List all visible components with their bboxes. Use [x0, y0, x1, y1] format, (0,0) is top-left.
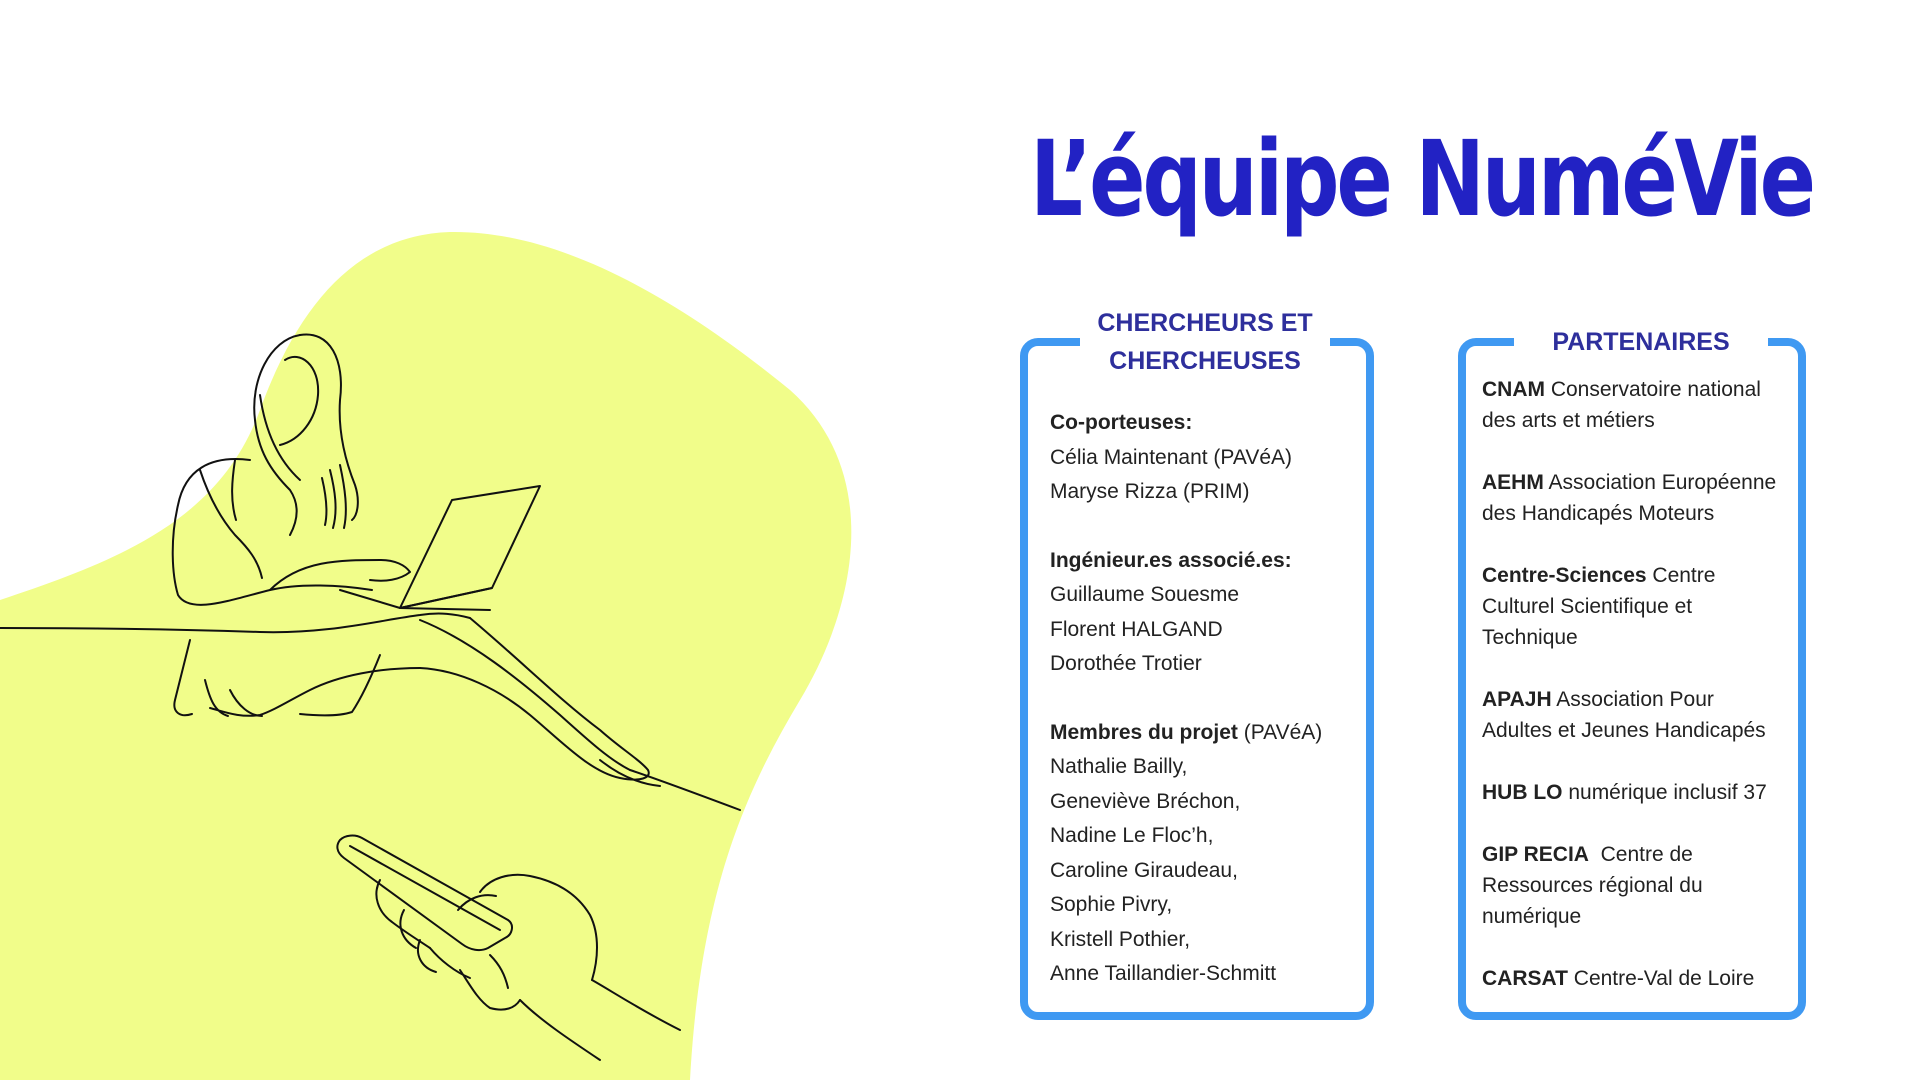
- member-name: Nathalie Bailly,: [1050, 755, 1188, 778]
- partner-name: HUB LO: [1482, 781, 1563, 804]
- researchers-list: [1050, 406, 1358, 1026]
- partner-first-line: [1482, 467, 1790, 498]
- ingenieurs-group: [1050, 544, 1358, 682]
- member-name: Kristell Pothier,: [1050, 927, 1191, 951]
- member-name: Célia Maintenant (PAVéA): [1050, 445, 1293, 469]
- partners-list: [1482, 374, 1790, 1025]
- partner-first-line: [1482, 684, 1790, 715]
- group-title: Co-porteuses:: [1050, 411, 1193, 434]
- partner-description: Centre: [1646, 564, 1716, 587]
- partner-description: Conservatoire national: [1545, 378, 1761, 401]
- illustration: [0, 0, 900, 1080]
- member-name: Dorothée Trotier: [1050, 652, 1202, 675]
- member-name: Florent HALGAND: [1050, 617, 1223, 641]
- partner-item: [1482, 839, 1790, 932]
- partner-name: APAJH: [1482, 688, 1552, 711]
- partner-name: CNAM: [1482, 378, 1545, 401]
- partner-description: Centre-Val de Loire: [1567, 967, 1755, 990]
- group-title: Ingénieur.es associé.es:: [1050, 548, 1292, 572]
- researchers-heading: [1080, 304, 1330, 380]
- membres-group: [1050, 716, 1358, 992]
- partner-description: Centre de: [1588, 843, 1693, 866]
- partner-name: CARSAT: [1482, 967, 1568, 990]
- partners-heading: PARTENAIRES: [1514, 323, 1768, 361]
- partner-item: [1482, 684, 1790, 746]
- member-name: Guillaume Souesme: [1050, 583, 1240, 606]
- partner-description: des arts et métiers: [1482, 409, 1655, 432]
- group-title-line: [1050, 716, 1358, 751]
- partner-first-line: [1482, 560, 1790, 591]
- researchers-panel: [1020, 309, 1374, 1020]
- partner-description: Association Pour: [1551, 688, 1714, 711]
- page-title: L’équipe NuméVie: [1030, 118, 1813, 240]
- partner-description: numérique inclusif 37: [1562, 781, 1767, 804]
- researchers-heading-line: CHERCHEUSES: [1109, 347, 1301, 375]
- partner-name: AEHM: [1482, 471, 1544, 494]
- partner-item: [1482, 374, 1790, 436]
- yellow-blob: [0, 232, 851, 1080]
- partner-description: des Handicapés Moteurs: [1482, 502, 1715, 525]
- partner-description: numérique: [1482, 905, 1582, 928]
- partner-name: Centre-Sciences: [1482, 564, 1647, 587]
- partner-first-line: [1482, 963, 1790, 994]
- partner-item: [1482, 467, 1790, 529]
- member-name: Sophie Pivry,: [1050, 893, 1173, 916]
- group-title-suffix: (PAVéA): [1237, 720, 1323, 744]
- partner-description: Association Européenne: [1543, 471, 1777, 494]
- member-name: Nadine Le Floc’h,: [1050, 824, 1214, 847]
- partner-first-line: [1482, 777, 1790, 808]
- partner-description: Ressources régional du: [1482, 874, 1703, 897]
- partner-description: Technique: [1482, 626, 1578, 649]
- member-name: Caroline Giraudeau,: [1050, 858, 1238, 882]
- partner-item: [1482, 560, 1790, 653]
- partner-first-line: [1482, 839, 1790, 870]
- partner-name: GIP RECIA: [1482, 843, 1589, 866]
- partners-panel: [1458, 328, 1806, 1020]
- partner-description: Culturel Scientifique et: [1482, 595, 1693, 618]
- partner-first-line: [1482, 374, 1790, 405]
- member-name: Anne Taillandier-Schmitt: [1050, 962, 1277, 985]
- member-name: Geneviève Bréchon,: [1050, 789, 1241, 813]
- researchers-heading-line: CHERCHEURS ET: [1097, 309, 1313, 337]
- partner-item: [1482, 963, 1790, 994]
- co-porteuses-group: [1050, 406, 1358, 510]
- partner-item: [1482, 777, 1790, 808]
- group-title: Membres du projet: [1050, 720, 1238, 744]
- partner-description: Adultes et Jeunes Handicapés: [1482, 719, 1766, 742]
- member-name: Maryse Rizza (PRIM): [1050, 480, 1250, 503]
